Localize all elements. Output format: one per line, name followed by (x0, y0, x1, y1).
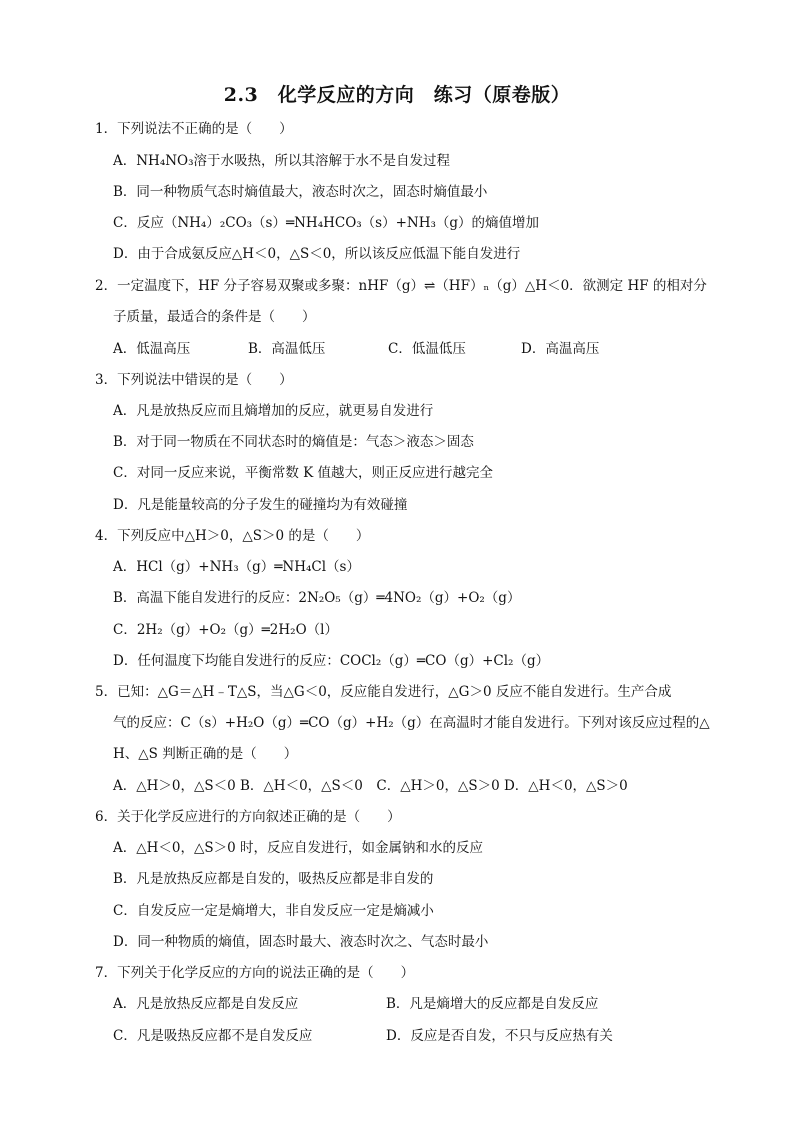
question-5-stem-line-3: H、△S 判断正确的是（ ） (113, 746, 298, 762)
question-7-option-d: D．反应是否自发，不只与反应热有关 (386, 1028, 613, 1044)
question-1-stem: 1．下列说法不正确的是（ ） (95, 121, 293, 137)
question-3-option-b: B．对于同一物质在不同状态时的熵值是：气态＞液态＞固态 (113, 434, 474, 450)
question-1-option-a: A．NH₄NO₃溶于水吸热，所以其溶解于水不是自发过程 (113, 153, 451, 169)
question-2-option-b: B．高温低压 (248, 341, 326, 357)
question-3-option-c: C．对同一反应来说，平衡常数 K 值越大，则正反应进行越完全 (113, 465, 493, 481)
question-7-option-c: C．凡是吸热反应都不是自发反应 (113, 1028, 313, 1044)
question-4-option-d: D．任何温度下均能自发进行的反应：COCl₂（g）═CO（g）+Cl₂（g） (113, 653, 550, 669)
question-1-option-b: B．同一种物质气态时熵值最大，液态时次之，固态时熵值最小 (113, 184, 488, 200)
question-6-option-c: C．自发反应一定是熵增大，非自发反应一定是熵减小 (113, 903, 434, 919)
question-5-stem-line-2: 气的反应：C（s）+H₂O（g）═CO（g）+H₂（g）在高温时才能自发进行。下列对该反应过程的△ (113, 715, 710, 731)
question-3-stem: 3．下列说法中错误的是（ ） (95, 372, 293, 388)
question-4-option-c: C．2H₂（g）+O₂（g）═2H₂O（l） (113, 622, 338, 638)
question-3-option-d: D．凡是能量较高的分子发生的碰撞均为有效碰撞 (113, 497, 408, 513)
question-6-stem: 6．关于化学反应进行的方向叙述正确的是（ ） (95, 809, 401, 825)
question-7-option-a: A．凡是放热反应都是自发反应 (113, 996, 299, 1012)
question-1-option-d: D．由于合成氨反应△H＜0，△S＜0，所以该反应低温下能自发进行 (113, 246, 521, 262)
question-2-option-d: D．高温高压 (521, 341, 600, 357)
question-7-stem: 7．下列关于化学反应的方向的说法正确的是（ ） (95, 965, 415, 981)
question-2-option-a: A．低温高压 (113, 341, 191, 357)
question-4-option-a: A．HCl（g）+NH₃（g）═NH₄Cl（s） (113, 559, 360, 575)
question-4-stem: 4．下列反应中△H＞0，△S＞0 的是（ ） (95, 528, 370, 544)
question-1-option-c: C．反应（NH₄）₂CO₃（s）═NH₄HCO₃（s）+NH₃（g）的熵值增加 (113, 215, 540, 231)
question-7-option-b: B．凡是熵增大的反应都是自发反应 (386, 996, 599, 1012)
question-6-option-d: D．同一种物质的熵值，固态时最大、液态时次之、气态时最小 (113, 934, 489, 950)
question-5-stem-line-1: 5．已知：△G＝△H﹣T△S，当△G＜0，反应能自发进行，△G＞0 反应不能自发进行。生产合成 (95, 684, 672, 700)
question-5-options: A．△H＞0，△S＜0 B．△H＜0，△S＜0 C．△H＞0，△S＞0 D．△H＜0，△S＞0 (113, 778, 628, 794)
question-6-option-b: B．凡是放热反应都是自发的，吸热反应都是非自发的 (113, 871, 434, 887)
question-2-option-c: C．低温低压 (388, 341, 466, 357)
question-2-stem-line-2: 子质量，最适合的条件是（ ） (113, 309, 316, 325)
question-4-option-b: B．高温下能自发进行的反应：2N₂O₅（g）═4NO₂（g）+O₂（g） (113, 590, 521, 606)
page-title: 2.3 化学反应的方向 练习（原卷版） (223, 84, 571, 106)
question-6-option-a: A．△H＜0，△S＞0 时，反应自发进行，如金属钠和水的反应 (113, 840, 484, 856)
question-2-stem-line-1: 2．一定温度下，HF 分子容易双聚或多聚：nHF（g）⇌（HF）ₙ（g）△H＜0．欲测定 HF 的相对分 (95, 278, 707, 294)
question-3-option-a: A．凡是放热反应而且熵增加的反应，就更易自发进行 (113, 403, 434, 419)
